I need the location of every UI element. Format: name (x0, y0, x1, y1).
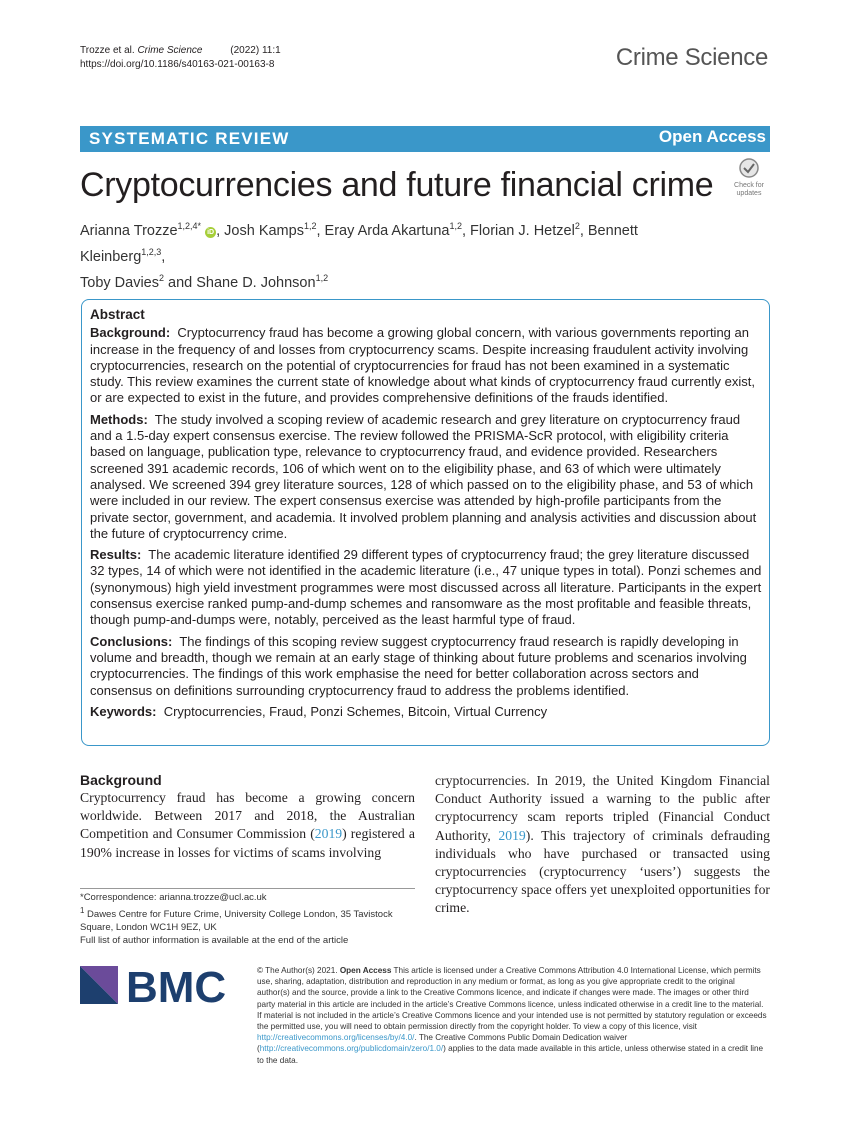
bmc-logo-icon (80, 964, 240, 1006)
copyright: © The Author(s) 2021. (257, 966, 340, 975)
check-updates-line2: updates (736, 190, 762, 197)
abstract-results (90, 547, 762, 628)
orcid-icon[interactable]: iD (207, 228, 215, 236)
author-affil: 2 (158, 272, 164, 283)
check-updates-line1: Check for (734, 182, 764, 189)
abstract-conclusions (90, 634, 762, 699)
author-name[interactable]: Josh Kamps (224, 222, 304, 239)
doi-link[interactable]: https://doi.org/10.1186/s40163-021-00163-8 (80, 59, 275, 70)
check-for-updates-badge[interactable] (728, 156, 770, 198)
footnotes (80, 891, 415, 947)
abstract-heading: Abstract (90, 307, 145, 322)
footnote-divider (80, 888, 415, 889)
abstract-background (90, 325, 762, 406)
conclusions-label: Conclusions: (90, 633, 173, 649)
author-affil: 1,2 (449, 221, 462, 231)
citation-link[interactable]: 2019 (498, 827, 526, 843)
body-text: ). This trajectory of criminals defrauding individuals who have purchased or transacted using cryptocurrencies (cryptocurrency ‘users’) suggests the cryptocurrency space offers yet unexploited opportunities for crime. (435, 827, 770, 916)
license-body: . The Creative Commons Public Domain Dedication waiver ( (257, 1033, 628, 1054)
author-name[interactable]: Bennett Kleinberg (80, 222, 638, 265)
body-column-left (80, 772, 415, 862)
citation-year: (2022) 11:1 (230, 45, 281, 56)
author-name[interactable]: Toby Davies (80, 274, 159, 291)
keywords-label: Keywords: (90, 703, 157, 719)
background-label: Background: (90, 325, 171, 341)
running-header (80, 44, 281, 72)
author-name[interactable]: Shane D. Johnson (196, 274, 316, 291)
results-label: Results: (90, 547, 142, 563)
open-access-bold: Open Access (339, 966, 392, 975)
author-name[interactable]: Arianna Trozze (80, 222, 178, 239)
author-info-note: Full list of author information is available at the end of the article (80, 935, 349, 947)
results-text: The academic literature identified 29 different types of cryptocurrency fraud; the grey literature discussed 32 types, 14 of which were not identified in the academic literature (i.e., 47 unique types in total). Ponzi schemes and (synonymous) high yield investment programmes were most discussed across all literature. Participants in the expert consensus exercise ranked pump-and-dump schemes and ransomware as the most profitable and feasible threats, though pump-and-dumps were, notably, perceived as the least harmful type of fraud. (90, 547, 762, 628)
journal-name: Crime Science (615, 44, 768, 71)
background-text: Cryptocurrency fraud has become a growing global concern, with various governments reporting an increase in the frequency of and losses from cryptocurrency scams. Despite increasing fraudulent activity involving cryptocurrencies, research on the potential of cryptocurrencies for fraud has not been examined in a systematic study. This review examines the current state of knowledge about what kinds of cryptocurrency fraud currently exist, or are expected to exist in the future, and provides comprehensive definitions of the frauds identified. (90, 325, 755, 406)
body-text: ) registered a 190% increase in losses for victims of scams involving (80, 826, 415, 860)
abstract-keywords (90, 704, 762, 720)
author-affil: 1,2 (303, 221, 317, 231)
affiliation: Dawes Centre for Future Crime, University College London, 35 Tavistock Square, London WC1H 9EZ, UK (80, 909, 393, 934)
conclusions-text: The findings of this scoping review suggest cryptocurrency fraud research is rapidly developing in volume and breadth, though we remain at an early stage of thinking about future problems and scenarios involving cryptocurrencies. The findings of this work emphasise the need for better collaboration across sectors and consensus on definitions surrounding cryptocurrency fraud to address the problems identified. (90, 633, 747, 698)
license-body: ) applies to the data made available in this article, unless otherwise stated in a credit line to the data. (257, 1044, 764, 1065)
citation-link[interactable]: 2019 (314, 826, 343, 842)
article-title: Cryptocurrencies and future financial crime (80, 166, 714, 204)
citation-journal: Crime Science (137, 45, 203, 56)
author-affil: 1,2 (315, 272, 329, 283)
citation-authors: Trozze et al. (80, 45, 135, 56)
author-affil: 1,2,3 (141, 246, 162, 257)
section-heading: Background (80, 772, 162, 788)
body-text: Cryptocurrency fraud has become a growing concern worldwide. Between 2017 and 2018, the Australian Competition and Consumer Commission ( (80, 790, 415, 842)
affiliation-number: 1 (80, 906, 85, 915)
methods-text: The study involved a scoping review of academic research and grey literature on cryptocurrency fraud and a 1.5-day expert consensus exercise. The review followed the PRISMA-ScR protocol, with eligibility criteria based on language, publication type, relevance to cryptocurrency fraud, and evidence provided. Researchers screened 391 academic records, 106 of which went on to the eligibility phase, and 63 of which were ultimately analysed. We screened 394 grey literature sources, 128 of which passed on to the eligibility phase, and 53 of which were included in our review. The expert consensus exercise was attended by high-profile participants from the private sector, government, and academia. It involved problem planning and analysis activities and discussion about the future of cryptocurrency crime. (90, 411, 757, 541)
author-list: Arianna Trozze$^{1,2,4*}$ iD , Josh Kamps$^{1,2}$, Eray Arda Akartuna$^{1,2}$, Florian J. Hetzel$^2$, Bennett Kleinberg$^{1,2,3}$, Toby Davies$^2$ and Shane D. Johnson$^{1,2}$ (80, 221, 638, 291)
author-affil: 1,2,4* (177, 221, 202, 231)
author-name[interactable]: Eray Arda Akartuna (324, 222, 450, 239)
author-name[interactable]: Florian J. Hetzel (470, 222, 575, 239)
waiver-link[interactable]: http://creativecommons.org/publicdomain/zero/1.0/ (259, 1044, 444, 1054)
abstract-methods (90, 412, 762, 542)
author-affil: 2 (574, 221, 580, 231)
license-link[interactable]: http://creativecommons.org/licenses/by/4.0/ (257, 1033, 415, 1043)
bmc-logo (80, 964, 240, 1006)
correspondence[interactable]: *Correspondence: arianna.trozze@ucl.ac.uk (80, 892, 267, 903)
methods-label: Methods: (90, 411, 148, 427)
open-access-label: Open Access (658, 127, 766, 146)
license-text (257, 965, 769, 1066)
publisher-name: BMC (126, 964, 227, 1006)
keywords-text: Cryptocurrencies, Fraud, Ponzi Schemes, Bitcoin, Virtual Currency (163, 703, 548, 719)
body-text: cryptocurrencies. In 2019, the United Kingdom Financial Conduct Authority issued a warning to the public after cryptocurrency scam reports tripled (Financial Conduct Authority, (435, 773, 770, 843)
abstract (90, 307, 762, 725)
article-type: SYSTEMATIC REVIEW (89, 129, 290, 148)
license-body: This article is licensed under a Creative Commons Attribution 4.0 International License, which permits use, sharing, adaptation, distribution and reproduction in any medium or format, as long as you give appropriate credit to the original author(s) and the source, provide a link to the Creative Commons licence, and indicate if changes were made. The images or other third party material in this article are included in the article’s Creative Commons licence, unless indicated otherwise in a credit line to the material. If material is not included in the article’s Creative Commons licence and your intended use is not permitted by statutory regulation or exceeds the permitted use, you will need to obtain permission directly from the copyright holder. To view a copy of this licence, visit (257, 966, 767, 1032)
body-column-right (435, 772, 770, 918)
check-updates-icon (728, 156, 770, 198)
